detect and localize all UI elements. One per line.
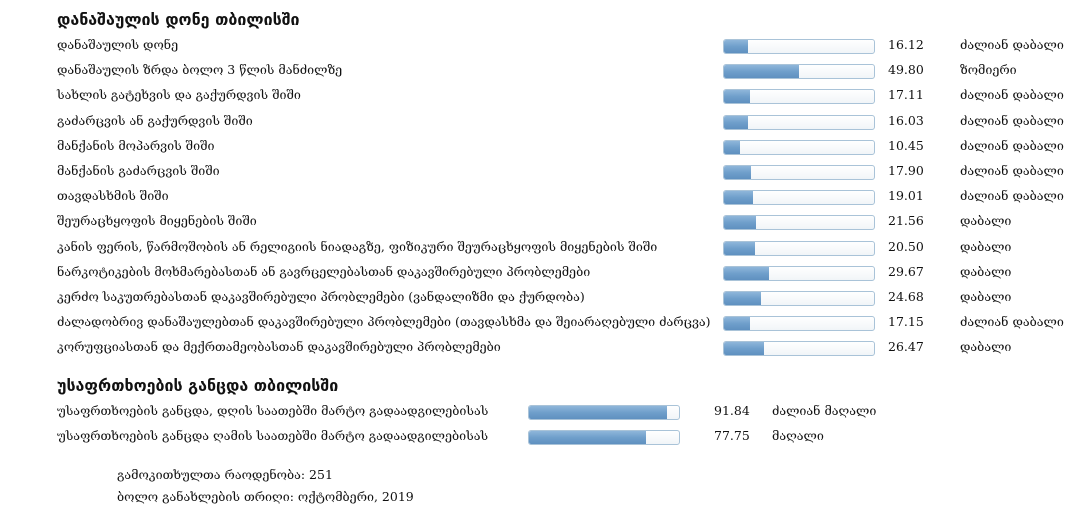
rating-label: ძალიან დაბალი <box>960 314 1064 330</box>
row-label: უსაფრთხოების განცდა, დღის საათებში მარტო გადაადგილებისას <box>57 403 489 418</box>
row-label: შეურაცხყოფის მიყენების შიში <box>57 213 257 229</box>
index-bar <box>723 190 875 205</box>
contributors-count: გამოკითხულთა რაოდენობა: 251 <box>117 467 333 482</box>
index-bar-fill <box>529 431 646 444</box>
row-label: დანაშაულის დონე <box>57 37 179 52</box>
index-bar-fill <box>724 116 748 129</box>
index-bar-fill <box>724 90 750 103</box>
index-bar <box>723 89 875 104</box>
rating-label: ძალიან დაბალი <box>960 137 1064 153</box>
row-label: სახლის გატეხვის და გაქურდვის შიში <box>57 87 301 103</box>
row-label: თავდასხმის შიში <box>57 188 169 204</box>
index-value: 16.12 <box>888 37 924 52</box>
index-bar-fill <box>724 342 764 355</box>
index-bar-fill <box>724 191 753 204</box>
index-bar-fill <box>724 166 751 179</box>
rating-label: ძალიან დაბალი <box>960 37 1064 52</box>
index-bar-fill <box>724 242 755 255</box>
index-value: 21.56 <box>888 213 924 229</box>
rating-label: ძალიან დაბალი <box>960 112 1064 128</box>
rating-label: დაბალი <box>960 263 1012 279</box>
index-value: 16.03 <box>888 112 924 128</box>
rating-label: დაბალი <box>960 289 1012 304</box>
index-bar <box>723 64 875 79</box>
row-label: დანაშაულის ზრდა ბოლო 3 წლის მანძილზე <box>57 62 343 78</box>
rating-label: ზომიერი <box>960 62 1017 78</box>
rating-label: ძალიან მაღალი <box>772 403 877 418</box>
row-label: გაძარცვის ან გაქურდვის შიში <box>57 112 253 128</box>
row-label: კერძო საკუთრებასთან დაკავშირებული პრობლემები (ვანდალიზმი და ქურდობა) <box>57 289 585 304</box>
rating-label: ძალიან დაბალი <box>960 163 1064 178</box>
index-value: 19.01 <box>888 188 924 204</box>
rating-label: დაბალი <box>960 238 1012 254</box>
row-label: მანქანის გაძარცვის შიში <box>57 163 220 178</box>
index-value: 26.47 <box>888 339 924 355</box>
index-bar <box>723 39 875 54</box>
index-bar-fill <box>724 216 756 229</box>
index-value: 20.50 <box>888 238 924 254</box>
index-bar <box>723 291 875 306</box>
rating-label: დაბალი <box>960 213 1012 229</box>
index-value: 91.84 <box>714 403 750 418</box>
rating-label: მაღალი <box>772 428 824 443</box>
index-bar-fill <box>724 267 769 280</box>
row-label: კანის ფერის, წარმოშობის ან რელიგიის ნიადაგზე, ფიზიკური შეურაცხყოფის მიყენების შიში <box>57 238 658 254</box>
index-bar-fill <box>724 292 761 305</box>
index-bar <box>723 341 875 356</box>
row-label: ძალადობრივ დანაშაულებთან დაკავშირებული პრობლემები (თავდასხმა და შეიარაღებული ძარცვა) <box>57 314 711 330</box>
row-label: კორუფციასთან და მექრთამეობასთან დაკავშირებული პრობლემები <box>57 339 501 355</box>
row-label: ნარკოტიკების მოხმარებასთან ან გავრცელებასთან დაკავშირებული პრობლემები <box>57 263 591 279</box>
index-bar <box>528 430 680 445</box>
rating-label: ძალიან დაბალი <box>960 188 1064 204</box>
rating-label: დაბალი <box>960 339 1012 355</box>
index-value: 77.75 <box>714 428 750 443</box>
index-bar <box>723 165 875 180</box>
index-bar-fill <box>724 317 750 330</box>
index-bar <box>723 115 875 130</box>
index-bar <box>528 405 680 420</box>
index-value: 17.11 <box>888 87 924 103</box>
index-value: 49.80 <box>888 62 924 78</box>
index-bar <box>723 266 875 281</box>
index-bar <box>723 215 875 230</box>
index-bar <box>723 316 875 331</box>
index-value: 29.67 <box>888 263 924 279</box>
index-bar <box>723 241 875 256</box>
rating-label: ძალიან დაბალი <box>960 87 1064 103</box>
index-bar-fill <box>724 141 740 154</box>
row-label: უსაფრთხოების განცდა ღამის საათებში მარტო გადაადგილებისას <box>57 428 489 443</box>
index-value: 17.90 <box>888 163 924 178</box>
index-value: 17.15 <box>888 314 924 330</box>
index-value: 10.45 <box>888 137 924 153</box>
index-bar <box>723 140 875 155</box>
index-bar-fill <box>529 406 667 419</box>
safety-section-title: უსაფრთხოების განცდა თბილისში <box>57 376 339 395</box>
last-update: ბოლო განახლების თრიღი: ოქტომბერი, 2019 <box>117 489 414 504</box>
index-bar-fill <box>724 65 799 78</box>
crime-section-title: დანაშაულის დონე თბილისში <box>57 10 300 29</box>
index-value: 24.68 <box>888 289 924 304</box>
row-label: მანქანის მოპარვის შიში <box>57 137 215 153</box>
index-bar-fill <box>724 40 748 53</box>
